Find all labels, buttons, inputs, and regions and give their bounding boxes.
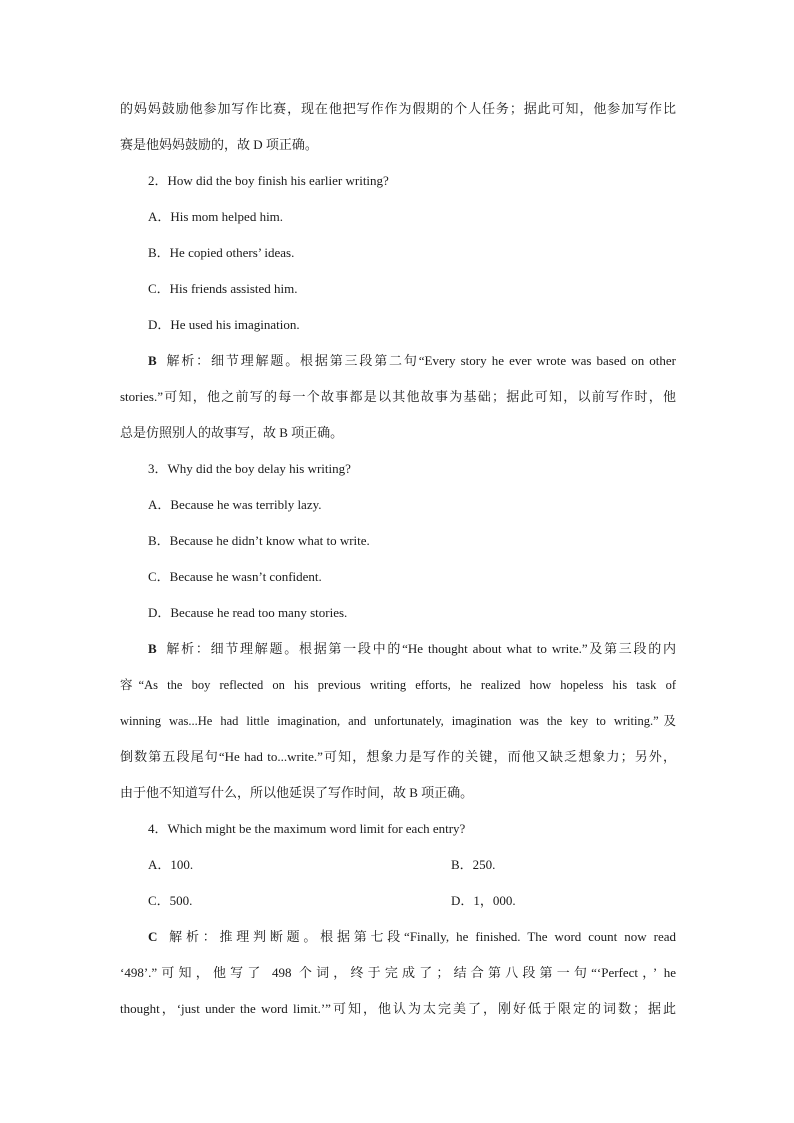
option-2b: B．He copied others’ ideas.	[148, 245, 295, 260]
explanation-4-line	[148, 925, 676, 949]
option-2d: D．He used his imagination.	[148, 317, 300, 332]
option-4d: D．1，000.	[451, 893, 516, 908]
option-3a: A．Because he was terribly lazy.	[148, 497, 322, 512]
text-line: 由于他不知道写什么，所以他延误了写作时间，故 B 项正确。	[120, 785, 474, 800]
explanation-2-text: 解析：细节理解题。根据第三段第二句“Every story he ever wrote was based on other	[164, 353, 676, 368]
option-2a: A．His mom helped him.	[148, 209, 284, 224]
text-line: winning was...He had little imagination, and unfortunately, imagination was the key to writing.”及	[120, 714, 676, 728]
option-4c: C．500.	[148, 893, 193, 908]
answer-4: C	[148, 929, 158, 944]
text-line: thought，‘just under the word limit.’”可知，他认为太完美了，刚好低于限定的词数；据此	[120, 1001, 676, 1016]
option-4a: A．100.	[148, 857, 194, 872]
text-line: 的妈妈鼓励他参加写作比赛，现在他把写作作为假期的个人任务；据此可知，他参加写作比	[120, 101, 676, 116]
question-3: 3．Why did the boy delay his writing?	[148, 461, 351, 476]
explanation-2-line	[148, 349, 676, 373]
text-line: stories.”可知，他之前写的每一个故事都是以其他故事为基础；据此可知，以前写作时，他	[120, 389, 676, 404]
explanation-4-text: 解析：推理判断题。根据第七段“Finally, he finished. The word count now read	[165, 929, 676, 944]
option-3d: D．Because he read too many stories.	[148, 605, 348, 620]
option-2c: C．His friends assisted him.	[148, 281, 298, 296]
explanation-3-line	[148, 637, 676, 661]
text-line: ‘498’.”可知，他写了 498 个词，终于完成了；结合第八段第一句“‘Perfect，’ he	[120, 965, 676, 980]
answer-3: B	[148, 641, 157, 656]
option-3b: B．Because he didn’t know what to write.	[148, 533, 370, 548]
question-4: 4．Which might be the maximum word limit for each entry?	[148, 821, 466, 836]
text-line: 倒数第五段尾句“He had to...write.”可知，想象力是写作的关键，而他又缺乏想象力；另外，	[120, 749, 676, 764]
text-line: 赛是他妈妈鼓励的，故 D 项正确。	[120, 137, 318, 152]
explanation-3-text: 解析：细节理解题。根据第一段中的“He thought about what to write.”及第三段的内	[164, 641, 676, 656]
text-line: 容“As the boy reflected on his previous writing efforts, he realized how hopeless his task of	[120, 678, 676, 692]
answer-2: B	[148, 353, 157, 368]
text-line: 总是仿照别人的故事写，故 B 项正确。	[120, 425, 344, 440]
question-2: 2．How did the boy finish his earlier writing?	[148, 173, 389, 188]
option-4b: B．250.	[451, 857, 496, 872]
option-3c: C．Because he wasn’t confident.	[148, 569, 322, 584]
